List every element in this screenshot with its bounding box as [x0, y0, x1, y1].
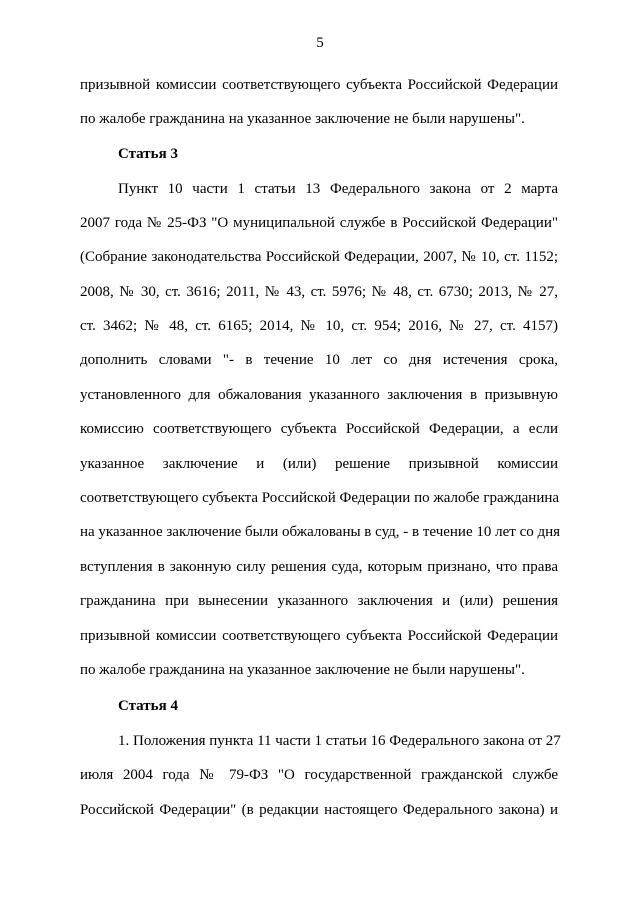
paragraph-line: установленного для обжалования указанного заключения в призывную	[80, 387, 558, 403]
paragraph-line: по жалобе гражданина на указанное заключение не были нарушены".	[80, 111, 525, 127]
article-3-heading: Статья 3	[118, 146, 178, 162]
paragraph-line: (Собрание законодательства Российской Федерации, 2007, № 10, ст. 1152;	[80, 249, 558, 265]
article-4-heading: Статья 4	[118, 698, 178, 714]
paragraph-line: призывной комиссии соответствующего субъекта Российской Федерации	[80, 628, 558, 644]
paragraph-line: по жалобе гражданина на указанное заключение не были нарушены".	[80, 662, 525, 678]
paragraph-line: указанное заключение и (или) решение призывной комиссии	[80, 456, 558, 472]
paragraph-line: на указанное заключение были обжалованы в суд, - в течение 10 лет со дня	[80, 524, 561, 540]
paragraph-line: дополнить словами "- в течение 10 лет со дня истечения срока,	[80, 352, 558, 368]
paragraph-line: соответствующего субъекта Российской Федерации по жалобе гражданина	[80, 490, 560, 506]
paragraph-line: 1. Положения пункта 11 части 1 статьи 16 Федерального закона от 27	[118, 733, 561, 749]
paragraph-line: призывной комиссии соответствующего субъекта Российской Федерации	[80, 77, 558, 93]
paragraph-line: 2008, № 30, ст. 3616; 2011, № 43, ст. 5976; № 48, ст. 6730; 2013, № 27,	[80, 284, 558, 300]
paragraph-line: вступления в законную силу решения суда, которым признано, что права	[80, 559, 558, 575]
paragraph-line: Пункт 10 части 1 статьи 13 Федерального закона от 2 марта	[118, 181, 558, 197]
paragraph-line: комиссию соответствующего субъекта Российской Федерации, а если	[80, 421, 558, 437]
paragraph-line: гражданина при вынесении указанного заключения и (или) решения	[80, 593, 558, 609]
paragraph-line: июля 2004 года № 79-ФЗ "О государственной гражданской службе	[80, 767, 558, 783]
paragraph-line: 2007 года № 25-ФЗ "О муниципальной службе в Российской Федерации"	[80, 215, 558, 231]
paragraph-line: ст. 3462; № 48, ст. 6165; 2014, № 10, ст. 954; 2016, № 27, ст. 4157)	[80, 318, 558, 334]
paragraph-line: Российской Федерации" (в редакции настоящего Федерального закона) и	[80, 802, 558, 818]
page-number: 5	[316, 35, 324, 51]
